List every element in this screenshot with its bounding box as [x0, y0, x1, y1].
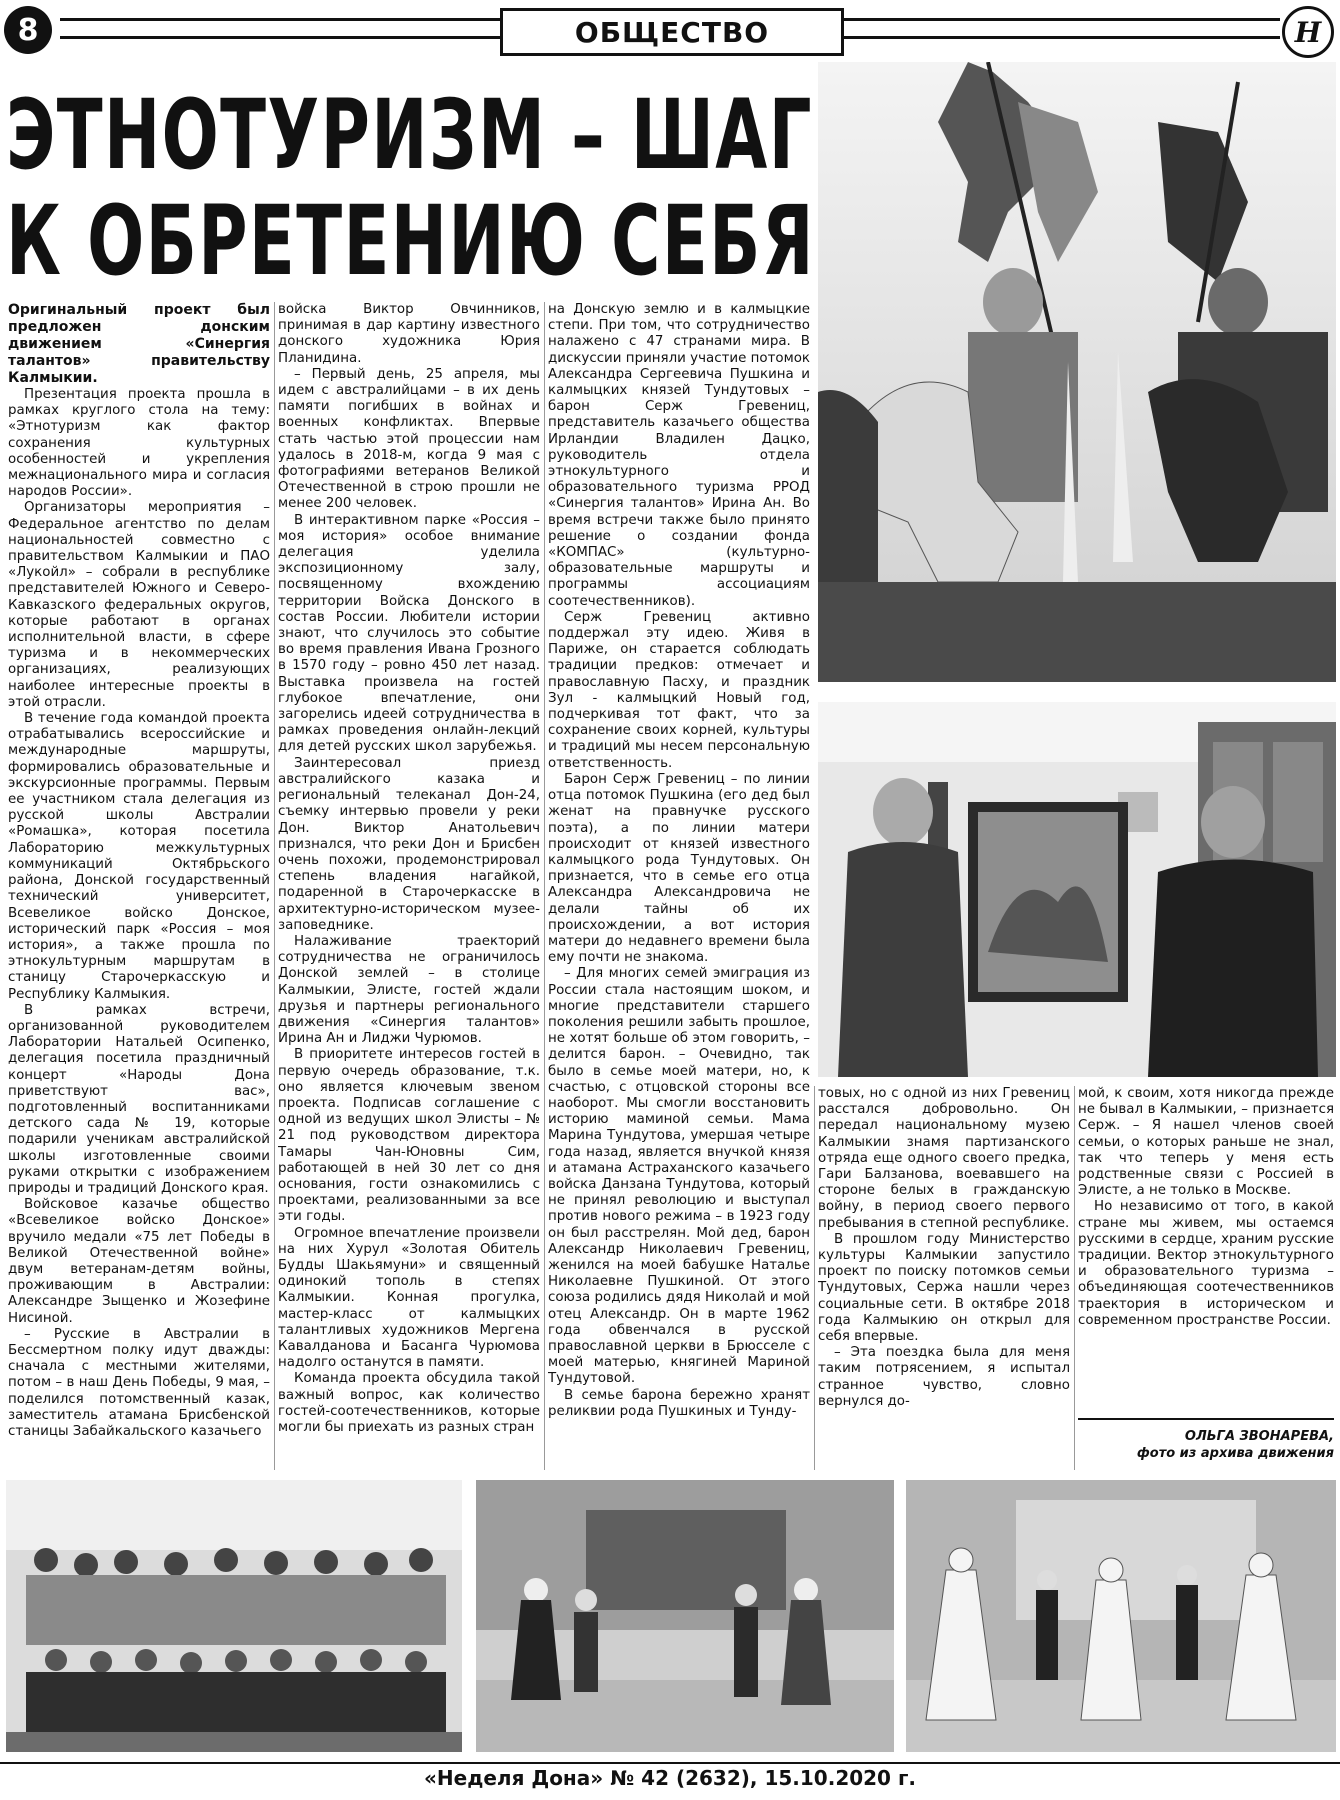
column-divider — [1074, 1086, 1075, 1470]
article-paragraph: – Эта поездка была для меня таким потрясением, я испытал странное чувство, словно вернулся до- — [818, 1345, 1070, 1409]
article-lead: Оригинальный проект был предложен донским движением «Синергия талантов» правительству Калмыкии. — [8, 302, 270, 386]
article-paragraph: товых, но с одной из них Гревениц расстался добровольно. Он передал национальному музею Калмыкии знамя партизанского отряда еще одного своего предка, Гари Балзанова, воевавшего на стороне белых в гражданскую войну, в период своего первого пребывания в степной республике. — [818, 1086, 1070, 1231]
article-paragraph: войска Виктор Овчинников, принимая в дар картину известного донского художника Юрия Планидина. — [278, 302, 540, 366]
article-paragraph: В течение года командой проекта отрабатывались всероссийские и международные маршруты, формировались образовательные и экскурсионные программы. Первым ее участником стала делегация из русской школы Австралии «Ромашка», которая посетила Лабораторию межкультурных коммуникаций Октябрьского района, Донской государственный технический университет, Всевеликое войско Донское, исторический парк «Россия – моя история», а также прошла по этнокультурным маршрутам в станицу Старочеркасскую и Республику Калмыкия. — [8, 711, 270, 1002]
article-column-5 — [1078, 1086, 1334, 1416]
section-title: ОБЩЕСТВО — [500, 8, 844, 56]
headline-line-1: ЭТНОТУРИЗМ – ШАГ — [6, 79, 813, 191]
article-paragraph: Заинтересовал приезд австралийского казака и региональный телеканал Дон-24, съемку интервью провели у реки Дон. Виктор Анатольевич признался, что реки Дон и Брисбен очень похожи, продемонстрировал степень владения нагайкой, подаренной в Старочеркасске в архитектурно-историческом музее-заповеднике. — [278, 755, 540, 933]
article-paragraph: В рамках встречи, организованной руководителем Лаборатории Натальей Осипенко, делегация посетила праздничный концерт «Народы Дона приветствуют вас», подготовленный воспитанниками детского сада № 19, которые подарили ученикам австралийской школы изготовленные своими руками открытки с изображением природы и традиций Донского края. — [8, 1002, 270, 1196]
article-column-2 — [278, 302, 540, 1470]
photo-dance-pairs — [476, 1480, 894, 1752]
footer-issue-info: «Неделя Дона» № 42 (2632), 15.10.2020 г. — [423, 1766, 916, 1790]
column-divider — [544, 302, 545, 1470]
article-paragraph: В семье барона бережно хранят реликвии рода Пушкиных и Тунду- — [548, 1387, 810, 1419]
newspaper-logo: Н — [1282, 6, 1334, 58]
article-paragraph: Серж Гревениц активно поддержал эту идею. Живя в Париже, он старается соблюдать традиции предков: отмечает и православную Пасху, и праздник Зул - калмыцкий Новый год, подчеркивая тот факт, что за сохранение своих корней, культуры и традиций мы несем персональную ответственность. — [548, 609, 810, 771]
headline — [6, 79, 832, 297]
signature-rule — [1078, 1418, 1334, 1420]
photo-horse-riders — [818, 62, 1336, 682]
article-paragraph: на Донскую землю и в калмыцкие степи. При том, что сотрудничество налажено с 47 странами мира. В дискуссии приняли участие потомок Александра Сергеевича Пушкина и калмыцких князей Тундутовых – барон Серж Гревениц, представитель казачьего общества Ирландии Владилен Дацко, руководитель отдела этнокультурного и образовательного туризма РРОД «Синергия талантов» Ирина Ан. Во время встречи также было принято решение о создании фонда «КОМПАС» (культурно-образовательные маршруты и программы ассоциациям соотечественников). — [548, 302, 810, 609]
article-paragraph: В приоритете интересов гостей в первую очередь образование, т.к. оно является ключевым звеном проекта. Подписав соглашение с одной из ведущих школ Элисты – № 21 под руководством директора Тамары Чан-Юновны Сим, работающей в ней 30 лет со дня основания, гости ознакомились с проектами, реализованными за все эти годы. — [278, 1047, 540, 1225]
article-paragraph: В прошлом году Министерство культуры Калмыкии запустило проект по поиску потомков семьи Тундутовых, Сержа нашли через социальные сети. В октябре 2018 года Калмыкию он открыл для себя впервые. — [818, 1231, 1070, 1345]
article-paragraph: Но независимо от того, в какой стране мы живем, мы остаемся русскими в сердце, храним русские традиции. Вектор этнокультурного и образовательного туризма – объединяющая соотечественников траектория в историческом и современном пространстве России. — [1078, 1199, 1334, 1328]
article-column-3 — [548, 302, 810, 1470]
column-divider — [274, 302, 275, 1470]
article-paragraph: – Русские в Австралии в Бессмертном полку идут дважды: сначала с местными жителями, потом – в наш День Победы, 9 мая, – поделился потомственный казак, заместитель атамана Брисбенской станицы Забайкальского казачьего — [8, 1326, 270, 1439]
footer-rule — [0, 1762, 1340, 1764]
article-paragraph: мой, к своим, хотя никогда прежде не бывал в Калмыкии, – признается Серж. – Я нашел членов своей семьи, о которых раньше не знал, так что теперь у меня есть родственные связи с Россией в Элисте, а не только в Москве. — [1078, 1086, 1334, 1199]
author-name: ОЛЬГА ЗВОНАРЕВА, — [1184, 1429, 1334, 1444]
article-paragraph: Барон Серж Гревениц – по линии отца потомок Пушкина (его дед был женат на правнучке русского поэта), а по линии матери происходит от князей известного калмыцкого рода Тундутовых. Он признается, что в семье его отца Александра Александровича не делали тайны об их происхождении, а вот история матери до недавнего времени была ему почти не знакома. — [548, 771, 810, 966]
article-paragraph: Огромное впечатление произвели на них Хурул «Золотая Обитель Будды Шакьямуни» и священный одинокий тополь в степях Калмыкии. Конная прогулка, мастер-класс от калмыцких талантливых художников Мергена Кавалданова и Басанга Чурюмова надолго останутся в памяти. — [278, 1225, 540, 1371]
headline-line-2: К ОБРЕТЕНИЮ СЕБЯ — [6, 185, 815, 297]
article-paragraph: Организаторы мероприятия – Федеральное агентство по делам национальностей совместно с правительством Калмыкии и ПАО «Лукойл» – собрали в республике представителей Южного и Северо-Кавказского федеральных округов, которые работают в органах исполнительной власти, в сфере туризма и в некоммерческих организациях, реализующих наиболее интересные проекты в этой отрасли. — [8, 500, 270, 710]
article-column-4 — [818, 1086, 1070, 1470]
article-paragraph: Презентация проекта прошла в рамках круглого стола на тему: «Этнотуризм как фактор сохранения культурных особенностей и укрепления межнационального мира и согласия народов России». — [8, 387, 270, 500]
column-divider — [814, 1086, 815, 1470]
photo-group-children — [6, 1480, 462, 1752]
article-paragraph: В интерактивном парке «Россия – моя история» особое внимание делегация уделила экспозиционному залу, посвященному вхождению территории Войска Донского в состав России. Любители истории знают, что случилось это событие во время правления Ивана Грозного в 1570 году – ровно 450 лет назад. Выставка произвела на гостей глубокое впечатление, они загорелись идеей сотрудничества в рамках проведения онлайн-лекций для детей русских школ зарубежья. — [278, 512, 540, 755]
article-paragraph: Команда проекта обсудила такой важный вопрос, как количество гостей-соотечественников, которые могли бы приехать из разных стран — [278, 1371, 540, 1436]
article-column-1 — [8, 302, 270, 1470]
article-paragraph: – Первый день, 25 апреля, мы идем с австралийцами – в их день памяти погибших в войнах и военных конфликтах. Впервые стать частью этой процессии нам удалось в 2018-м, когда 9 мая с фотографиями ветеранов Великой Отечественной в строю прошли не менее 200 человек. — [278, 366, 540, 512]
photo-painting-presentation — [818, 702, 1336, 1077]
article-paragraph: – Для многих семей эмиграция из России стала настоящим шоком, и многие представители старшего поколения решили забыть прошлое, не хотят больше об этом говорить, – делится барон. – Очевидно, так было в семье моей матери, но, к счастью, с отцовской стороны все наоборот. Мы смогли восстановить историю маминой семьи. Мама Марина Тундутова, умершая четыре года назад, является внучкой князя и атамана Астраханского казачьего войска Данзана Тундутова, который не принял революцию и выступал против нового режима – в 1923 году он был расстрелян. Мой дед, барон Александр Николаевич Гревениц, женился на моей бабушке Наталье Николаевне Пушкиной. От этого союза родились дядя Николай и мой отец Александр. Он в марте 1962 года обвенчался в русской православной церкви в Брюсселе с моей матерью, княгиней Мариной Тундутовой. — [548, 966, 810, 1387]
byline — [1078, 1428, 1334, 1462]
article-paragraph: Налаживание траекторий сотрудничества не ограничилось Донской землей – в столице Калмыкии, Элисте, гостей ждали друзья и партнеры регионального движения «Синергия талантов» Ирина Ан и Лиджи Чурюмов. — [278, 933, 540, 1047]
article-paragraph: Войсковое казачье общество «Всевеликое войско Донское» вручило медали «75 лет Победы в Великой Отечественной войне» двум ветеранам-детям войны, проживающим в Австралии: Александре Зыщенко и Жозефине Нисиной. — [8, 1197, 270, 1326]
photo-credit: фото из архива движения — [1136, 1446, 1334, 1461]
page-number: 8 — [4, 6, 52, 54]
photo-dance-group — [906, 1480, 1336, 1752]
